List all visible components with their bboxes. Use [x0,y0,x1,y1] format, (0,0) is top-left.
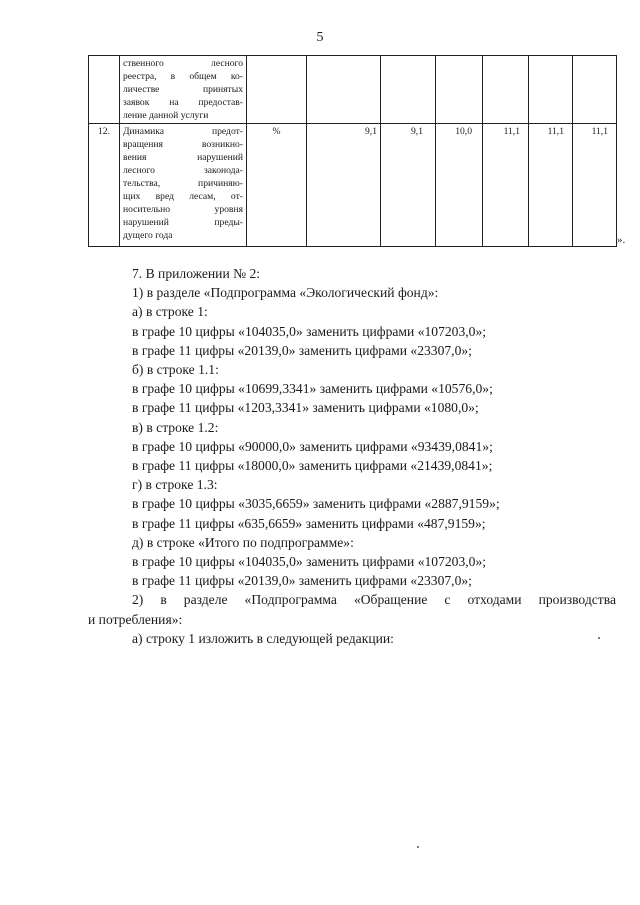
value-cell [381,56,436,124]
description-line: вращения возникно- [123,139,243,150]
value-cell [483,56,529,124]
description-line: вения нарушений [123,152,243,163]
row-number-cell [89,56,120,124]
body-line: 2) в разделе «Подпрограмма «Обращение с отходами производства [132,592,616,608]
body-line: б) в строке 1.1: [132,362,219,378]
body-line: и потребления»: [88,611,183,627]
closing-quote: ». [617,234,626,246]
unit-cell [247,56,307,124]
description-line: ление данной услуги [123,110,209,121]
value-cell: 11,1 [483,124,529,247]
unit-cell: % [247,124,307,247]
body-line: г) в строке 1.3: [132,477,218,493]
body-line: в графе 11 цифры «20139,0» заменить цифрами «23307,0»; [132,342,472,358]
page-number: 5 [316,30,324,45]
description-line: тельства, причиняю- [123,178,243,189]
description-line: нарушений преды- [123,217,243,228]
description-line: щих вред лесам, от- [123,191,243,202]
body-line: а) строку 1 изложить в следующей редакции: [132,630,394,646]
indicators-table [88,55,617,247]
body-line: в графе 10 цифры «90000,0» заменить цифрами «93439,0841»; [132,438,493,454]
body-line: в) в строке 1.2: [132,419,219,435]
body-line: в графе 11 цифры «20139,0» заменить цифрами «23307,0»; [132,573,472,589]
scan-speck [417,846,419,848]
description-line: Динамика предот- [123,126,243,137]
body-text [88,264,616,648]
indicator-description-cell [120,56,247,124]
body-line: в графе 11 цифры «18000,0» заменить цифрами «21439,0841»; [132,458,493,474]
body-line: в графе 11 цифры «635,6659» заменить цифрами «487,9159»; [132,515,486,531]
description-line: дущего года [123,230,173,241]
description-line: реестра, в общем ко- [123,71,243,82]
body-line: в графе 10 цифры «10699,3341» заменить цифрами «10576,0»; [132,381,493,397]
value-cell [573,56,617,124]
body-line: 7. В приложении № 2: [132,266,261,281]
value-cell [307,56,381,124]
value-cell [436,56,483,124]
value-cell: 9,1 [381,124,436,247]
description-line: ственного лесного [123,58,243,69]
body-line: в графе 10 цифры «3035,6659» заменить цифрами «2887,9159»; [132,496,500,512]
value-cell [529,56,573,124]
description-line: носительно уровня [123,204,243,215]
value-cell: 10,0 [436,124,483,247]
scan-speck [598,637,600,639]
body-line: а) в строке 1: [132,304,208,320]
value-cell: 9,1 [307,124,381,247]
body-line: в графе 11 цифры «1203,3341» заменить цифрами «1080,0»; [132,400,479,416]
body-line: в графе 10 цифры «104035,0» заменить цифрами «107203,0»; [132,554,487,570]
body-line: 1) в разделе «Подпрограмма «Экологический фонд»: [132,285,439,301]
body-line: в графе 10 цифры «104035,0» заменить цифрами «107203,0»; [132,323,487,339]
description-line: личестве принятых [123,84,243,95]
value-cell: 11,1 [529,124,573,247]
body-line: д) в строке «Итого по подпрограмме»: [132,534,354,550]
description-line: заявок на предостав- [123,97,243,108]
value-cell: 11,1 [573,124,617,247]
description-line: лесного законода- [123,165,243,176]
row-number-cell: 12. [89,124,120,247]
table-row-12 [89,124,617,247]
table-row-continued [89,56,617,124]
indicator-description-cell [120,124,247,247]
